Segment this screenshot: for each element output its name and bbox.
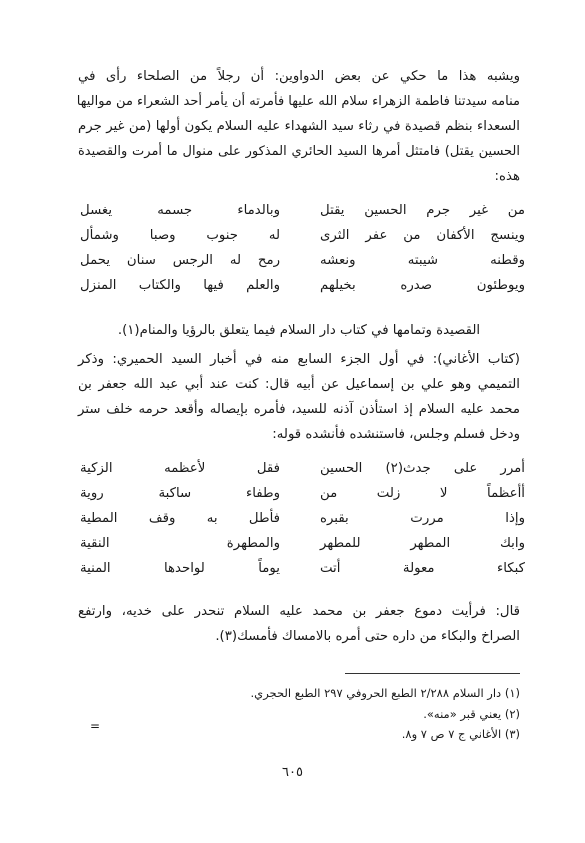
verse-first-hemistich: كبكاء معولة أتت bbox=[320, 561, 525, 576]
footnote-item: (٣) الأغاني ج ٧ ص ٧ و٨. bbox=[401, 727, 520, 741]
text-line: السعداء بنظم قصيدة في رثاء سيد الشهداء عليه السلام يكون أولها (من غير جرم bbox=[78, 119, 520, 134]
footnote-item: (٢) يعني قبر «منه». bbox=[423, 706, 520, 721]
paragraph-poem-source bbox=[78, 318, 520, 343]
poem-verse bbox=[80, 203, 525, 228]
text-line: محمد عليه السلام إذ استأذن آذنه للسيد، فأمره بإيصاله وأقعد حرمه خلف ستر bbox=[78, 402, 520, 417]
page-number: ٦٠٥ bbox=[282, 765, 303, 780]
verse-first-hemistich: من غير جرم الحسين يقتل bbox=[320, 203, 525, 218]
text-line: ويشبه هذا ما حكي عن بعض الدواوين: أن رجلاً من الصلحاء رأى في bbox=[78, 69, 520, 84]
paragraph-tears bbox=[78, 599, 520, 649]
verse-second-hemistich: وبالدماء جسمه يغسل bbox=[80, 203, 280, 218]
verse-second-hemistich: والمطهرة النقية bbox=[80, 536, 280, 551]
text-line: (كتاب الأغاني): في أول الجزء السابع منه في أخبار السيد الحميري: وذكر bbox=[78, 352, 520, 367]
text-line: ودخل فسلم وجلس، فاستنشده فأنشده قوله: bbox=[272, 427, 520, 442]
verse-second-hemistich: والعلم فيها والكتاب المنزل bbox=[80, 278, 280, 293]
verse-second-hemistich: رمح له الرجس سنان يحمل bbox=[80, 253, 280, 268]
poem-verse bbox=[80, 486, 525, 511]
poem-himyari bbox=[80, 461, 525, 586]
verse-first-hemistich: وقطنه شيبته ونعشه bbox=[320, 253, 525, 268]
verse-first-hemistich: أمرر على جدث(٢) الحسين bbox=[320, 461, 525, 476]
paragraph-aghani bbox=[78, 347, 520, 447]
text-line: قال: فرأيت دموع جعفر بن محمد عليه السلام تنحدر على خديه، وارتفع bbox=[78, 604, 520, 619]
verse-first-hemistich: ويوطئون صدره بخيلهم bbox=[320, 278, 525, 293]
footnote-separator bbox=[345, 673, 520, 674]
poem-verse bbox=[80, 461, 525, 486]
footnotes bbox=[250, 683, 520, 745]
verse-first-hemistich: وإذا مررت بقبره bbox=[320, 511, 525, 526]
verse-first-hemistich: وينسج الأكفان من عفر الثرى bbox=[320, 228, 525, 243]
poem-verse bbox=[80, 536, 525, 561]
poem-verse bbox=[80, 278, 525, 303]
poem-verse bbox=[80, 253, 525, 278]
verse-second-hemistich: فقل لأعظمه الزكية bbox=[80, 461, 280, 476]
poem-verse bbox=[80, 511, 525, 536]
verse-second-hemistich: له جنوب وصبا وشمأل bbox=[80, 228, 280, 243]
text-line: القصيدة وتمامها في كتاب دار السلام فيما يتعلق بالرؤيا والمنام(١). bbox=[117, 323, 481, 338]
verse-second-hemistich: يوماً لواحدها المنية bbox=[80, 561, 280, 576]
text-line: الصراخ والبكاء من داره حتى أمره بالامساك فأمسك(٣). bbox=[215, 629, 520, 644]
footnote-item: (١) دار السلام ٢/٢٨٨ الطبع الحروفي ٢٩٧ الطبع الحجري. bbox=[250, 686, 520, 700]
text-line: الحسين يقتل) فامتثل أمرها السيد الحائري المذكور على منوال ما أمرت والقصيدة bbox=[78, 144, 520, 159]
margin-mark: = bbox=[90, 719, 101, 733]
paragraph-dream-story bbox=[78, 64, 520, 189]
text-line: هذه: bbox=[494, 169, 520, 184]
verse-second-hemistich: فأطل به وقف المطية bbox=[80, 511, 280, 526]
verse-second-hemistich: وطفاء ساكبة روية bbox=[80, 486, 280, 501]
text-line: التميمي وهو علي بن إسماعيل عن أبيه قال: كنت عند أبي عبد الله جعفر بن bbox=[78, 377, 520, 392]
verse-first-hemistich: أأعظماً لا زلت من bbox=[320, 486, 525, 501]
poem-elegy bbox=[80, 203, 525, 303]
verse-first-hemistich: وابك المطهر للمطهر bbox=[320, 536, 525, 551]
poem-verse bbox=[80, 561, 525, 586]
poem-verse bbox=[80, 228, 525, 253]
text-line: منامه سيدتنا فاطمة الزهراء سلام الله عليها فأمرته أن يأمر أحد الشعراء من مواليها bbox=[76, 94, 520, 109]
